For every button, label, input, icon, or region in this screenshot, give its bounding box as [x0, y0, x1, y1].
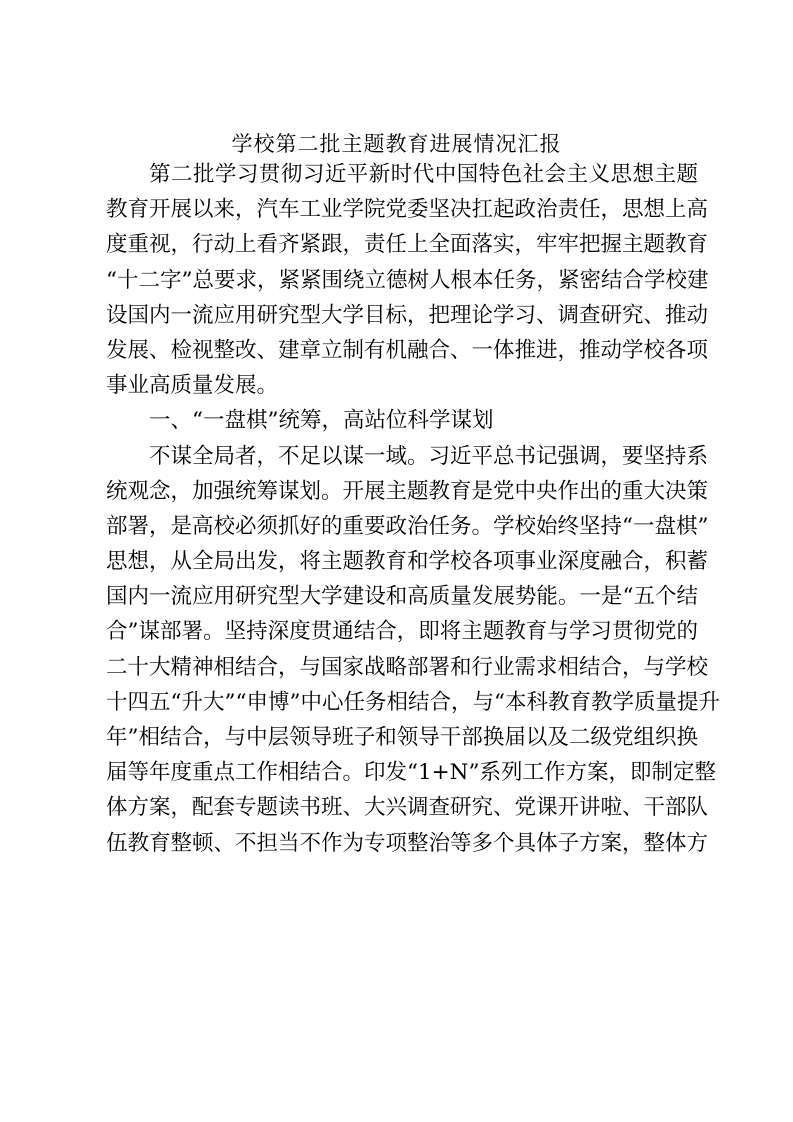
- paragraph-3-line-1: 不谋全局者，不足以谋一域。习近平总书记强调，要坚持系: [149, 443, 709, 469]
- paragraph-3-line-8: 十四五“升大”“申博”中心任务相结合，与“本科教育教学质量提升: [106, 689, 720, 715]
- paragraph-3-line-9: 年”相结合，与中层领导班子和领导干部换届以及二级党组织换: [106, 725, 698, 750]
- paragraph-1-line-6: 发展、检视整改、建章立制有机融合、一体推进，推动学校各项: [106, 337, 709, 363]
- paragraph-3-line-11: 体方案，配套专题读书班、大兴调查研究、党课开讲啦、干部队: [106, 795, 709, 821]
- paragraph-3-line-3: 部署，是高校必须抓好的重要政治任务。学校始终坚持“一盘棋”: [106, 513, 709, 539]
- paragraph-3-line-12: 伍教育整顿、不担当不作为专项整治等多个具体子方案，整体方: [106, 830, 709, 856]
- paragraph-1-line-2: 教育开展以来，汽车工业学院党委坚决扛起政治责任，思想上高: [106, 197, 709, 223]
- paragraph-3-line-10: 届等年度重点工作相结合。印发“1+N”系列工作方案，即制定整: [106, 760, 716, 786]
- paragraph-3-line-7: 二十大精神相结合，与国家战略部署和行业需求相结合，与学校: [106, 654, 709, 680]
- paragraph-1-line-7: 事业高质量发展。: [106, 373, 279, 399]
- paragraph-3-line-2: 统观念，加强统筹谋划。开展主题教育是党中央作出的重大决策: [106, 478, 709, 504]
- paragraph-1-line-3: 度重视，行动上看齐紧跟，责任上全面落实，牢牢把握主题教育: [106, 232, 709, 258]
- paragraph-3-line-5: 国内一流应用研究型大学建设和高质量发展势能。一是“五个结: [106, 584, 698, 610]
- paragraph-1-line-5: 设国内一流应用研究型大学目标，把理论学习、调查研究、推动: [106, 302, 709, 328]
- paragraph-3-line-4: 思想，从全局出发，将主题教育和学校各项事业深度融合，积蓄: [106, 549, 709, 575]
- paragraph-3-line-6: 合”谋部署。坚持深度贯通结合，即将主题教育与学习贯彻党的: [106, 619, 698, 645]
- paragraph-1-line-1: 第二批学习贯彻习近平新时代中国特色社会主义思想主题: [149, 162, 698, 187]
- section-heading-1: 一、“一盘棋”统筹，高站位科学谋划: [149, 408, 494, 434]
- document-title: 学校第二批主题教育进展情况汇报: [231, 132, 562, 156]
- paragraph-1-line-4: “十二字”总要求，紧紧围绕立德树人根本任务，紧密结合学校建: [106, 267, 709, 293]
- document-body: [106, 157, 720, 861]
